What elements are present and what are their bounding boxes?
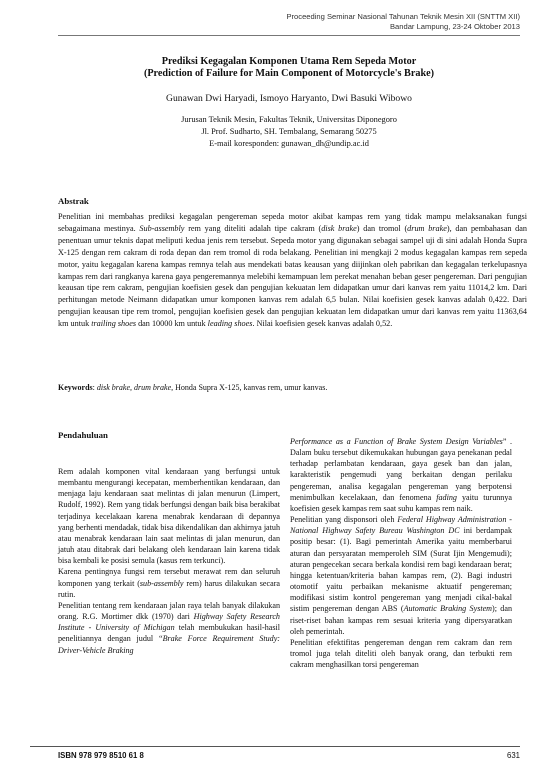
page-number: 631 bbox=[506, 751, 520, 760]
keywords-label: Keywords bbox=[58, 383, 93, 392]
abstract-body: Penelitian ini membahas prediksi kegagalan pengereman sepeda motor akibat kampas rem yang tidak mampu melaksanakan fungsi sebagaimana mestinya. Sub-assembly rem yang diteliti adalah tipe cakram (disk brake) dan tromol (drum brake), dan pembahasan dan penentuan umur teknis dapat meliputi kedua jenis rem tersebut. Sepeda motor yang digunakan sebagai sampel uji di sini adalah Honda Supra X-125 dengan rem cakram di roda depan dan rem tromol di roda belakang. Penelitian ini mengkaji 2 modus kegagalan kampas rem sepeda motor, yaitu kegagalan karena kampas remnya telah aus mendekati batas keausan yang diijinkan oleh pabrikan dan kegagalan terkelupasnya kampas rem dari rangkanya karena gaya pengeremannya melebihi kemampuan lem perekat menahan beban geser pengereman. Dari pengujian keausan tipe rem cakram, pengujian koefisien gesek dan pengujian kekuatan lem didapatkan umur dari kanvas rem yaitu 11014,2 km. Dari perhitungan metode Neimann didapatkan umur komponen kanvas rem adalah 6,5 bulan. Nilai koefisien gesek kanvas adalah 0,422. Dari pengujian keausan tipe rem tromol, pengujian koefisien gesek dan pengujian kekuatan lem didapatkan umur dari kanvas rem yaitu 11363,64 km untuk trailing shoes dan 10000 km untuk leading shoes. Nilai koefisien gesek kanvas adalah 0,52. bbox=[58, 212, 528, 329]
paragraph: Penelitian efektifitas pengereman dengan rem cakram dan rem tromol juga telah diteliti oleh banyak orang, dan terbukti rem cakram menghasilkan torsi pengereman bbox=[290, 637, 512, 670]
left-column bbox=[58, 466, 280, 656]
introduction-heading: Pendahuluan bbox=[58, 430, 108, 440]
author-list: Gunawan Dwi Haryadi, Ismoyo Haryanto, Dwi Basuki Wibowo bbox=[166, 93, 412, 104]
paper-title: Prediksi Kegagalan Komponen Utama Rem Sepeda Motor bbox=[161, 56, 417, 67]
running-header-title: Proceeding Seminar Nasional Tahunan Teknik Mesin XII (SNTTM XII) bbox=[286, 12, 520, 21]
header-divider bbox=[58, 35, 520, 36]
affiliation-address: Jl. Prof. Sudharto, SH. Tembalang, Semarang 50275 bbox=[201, 127, 377, 136]
running-header-venue: Bandar Lampung, 23-24 Oktober 2013 bbox=[389, 22, 520, 31]
paragraph: Rem adalah komponen vital kendaraan yang berfungsi untuk membantu mengurangi kecepatan, memberhentikan kendaraan, dan menjaga laju kendaraan saat melintas di jalan menurun (Limpert, Rudolf, 1992). Rem yang tidak berfungsi dengan baik bisa berakibat terjadinya kecelakaan karena menabrak kendaraan di depannya yang berhenti mendadak, tidak bisa dikendalikan dan akhirnya jatuh atau menabrak kendaraan lain saat melintas di jalan menurun, dan jatuh atau ditabrak dari belakang oleh kendaraan lain karena tidak bisa kembali ke posisi semula (kasus rem terkunci). bbox=[58, 467, 280, 566]
isbn: ISBN 978 979 8510 61 8 bbox=[58, 751, 144, 760]
paragraph: Karena pentingnya fungsi rem tersebut merawat rem dan seluruh komponen yang terkait (sub-assembly rem) harus dilakukan secara rutin. bbox=[58, 567, 280, 599]
footer-divider bbox=[30, 746, 520, 747]
abstract-heading: Abstrak bbox=[58, 196, 89, 206]
affiliation-email: E-mail koresponden: gunawan_dh@undip.ac.id bbox=[209, 139, 369, 148]
paragraph: Performance as a Function of Brake System Design Variables” . Dalam buku tersebut dikemukakan hubungan gaya penekanan pedal terhadap perlambatan kendaraan, gaya gesek ban dan jalan, karakteristik pengemudi yang berkaitan dengan perilaku pengereman, analisa kegagalan pengereman yang berpotensi menimbulkan kecelakaan, dan fenomena fading yaitu turunnya koefisien gesek kampas rem saat suhu kampas rem naik. bbox=[290, 437, 513, 513]
right-column bbox=[290, 436, 512, 670]
keywords-line: Keywords: disk brake, drum brake, Honda Supra X-125, kanvas rem, umur kanvas. bbox=[58, 383, 328, 392]
paragraph: Penelitian yang disponsori oleh Federal Highway Administration - National Highway Safety Bureau Washington DC ini berdampak positip besar: (1). Bagi pemerintah Amerika yaitu memberbarui aturan dan persyaratan memperoleh SIM (Surat Ijin Mengemudi); aturan pengecekan secara berkala kondisi rem bagi kendaraan berat; hingga ketentuan/kriteria bahan kampas rem, (2). Bagi industri otomotif yaitu perbaikan mekanisme aktuatif pengereman; modifikasi sistim kontrol pengereman yang menjadi cikal-bakal sistim pengereman dengan ABS (Automatic Braking System); dan riset-riset bahan kampas rem sesuai kriteria yang dipersyaratkan oleh pemerintah. bbox=[290, 515, 513, 636]
paper-title-english: (Prediction of Failure for Main Component of Motorcycle's Brake) bbox=[143, 68, 435, 79]
paragraph: Penelitian tentang rem kendaraan jalan raya telah banyak dilakukan orang. R.G. Mortimer dkk (1970) dari Highway Safety Research Institute - University of Michigan telah membukukan hasil-hasil penelitiannya dengan judul “Brake Force Requirement Study: Driver-Vehicle Braking bbox=[58, 600, 280, 655]
affiliation-department: Jurusan Teknik Mesin, Fakultas Teknik, Universitas Diponegoro bbox=[181, 115, 397, 124]
